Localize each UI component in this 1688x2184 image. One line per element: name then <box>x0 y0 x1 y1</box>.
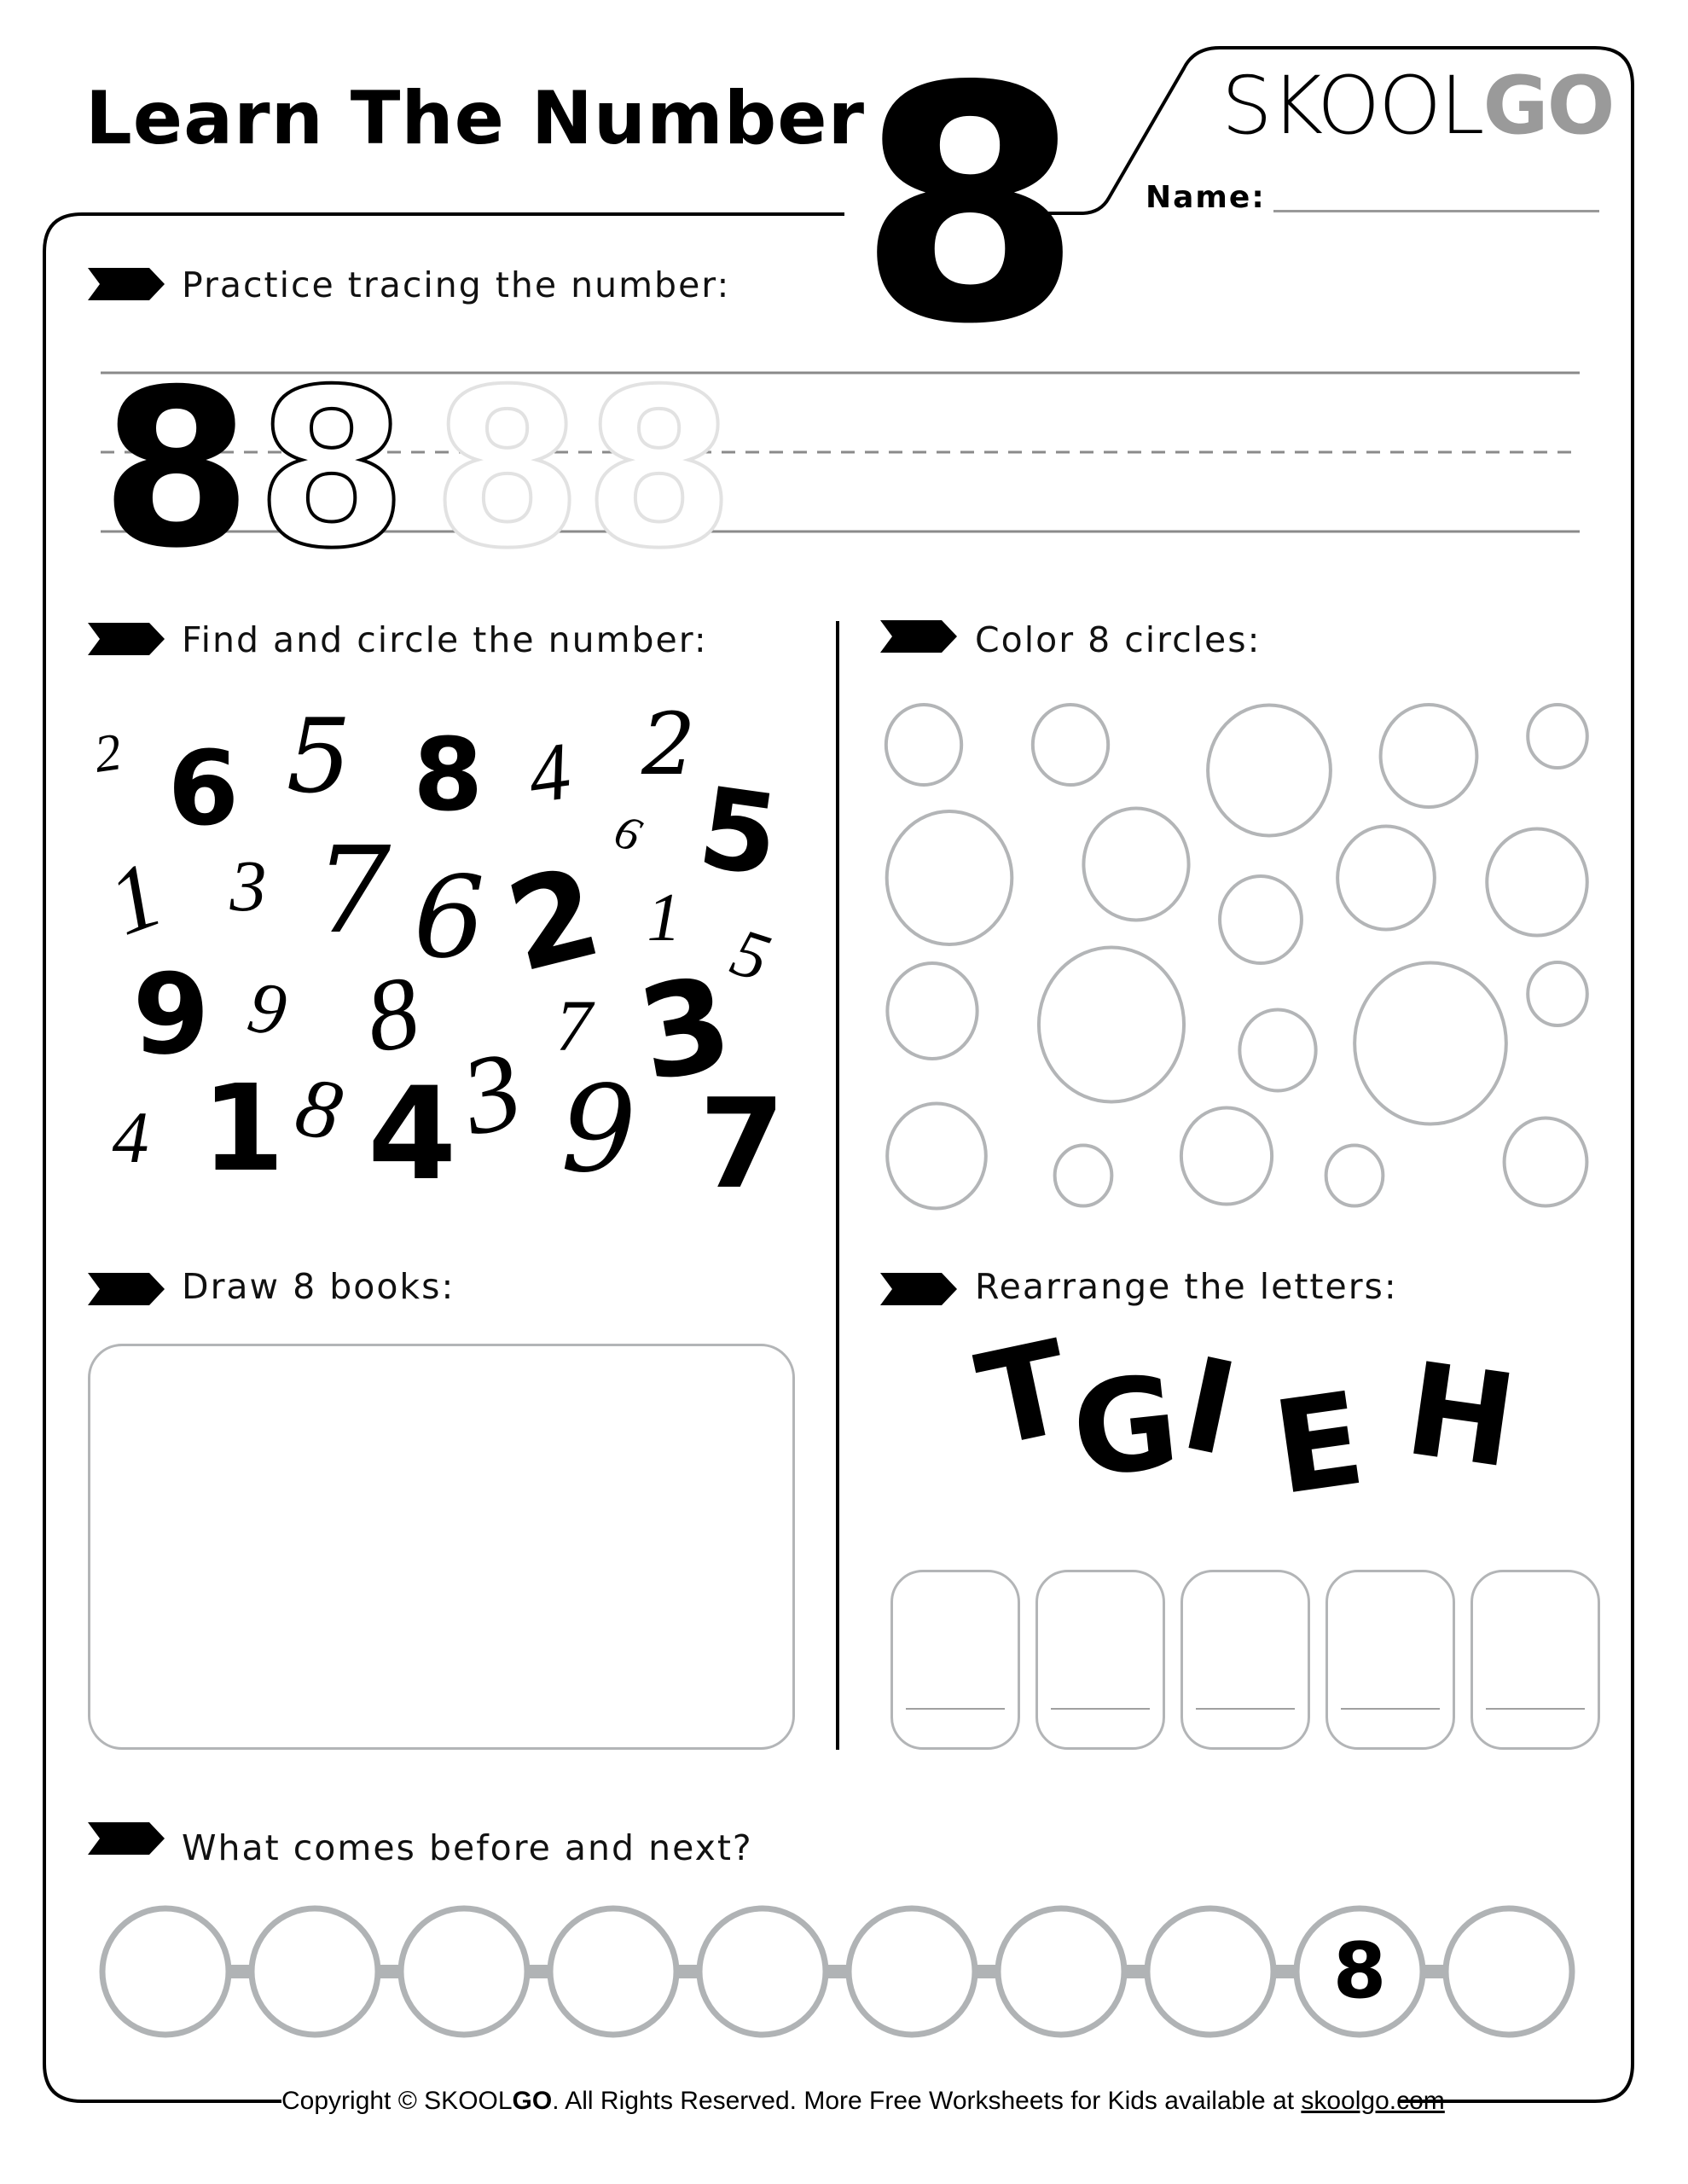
colorable-circle[interactable] <box>887 1104 986 1209</box>
answer-underline <box>906 1708 1005 1710</box>
find-digit[interactable]: 3 <box>452 1027 532 1159</box>
scrambled-letter: T <box>966 1313 1083 1477</box>
answer-letter-box[interactable] <box>1035 1570 1165 1750</box>
find-digit[interactable]: 1 <box>95 840 176 956</box>
colorable-circle[interactable] <box>887 963 977 1059</box>
answer-letter-box[interactable] <box>1470 1570 1600 1750</box>
colorable-circle[interactable] <box>1528 705 1587 768</box>
colorable-circle[interactable] <box>1528 962 1587 1025</box>
colorable-circle[interactable] <box>1326 1146 1383 1206</box>
colorable-circle[interactable] <box>1033 705 1108 785</box>
colorable-circle[interactable] <box>1337 827 1435 930</box>
featured-number: 8 <box>857 17 1083 395</box>
colorable-circle[interactable] <box>1354 963 1506 1124</box>
find-digit[interactable]: 5 <box>722 914 780 997</box>
find-digit[interactable]: 8 <box>413 716 484 834</box>
sequence-circle[interactable] <box>401 1908 527 2035</box>
name-label: Name: <box>1146 180 1266 215</box>
answer-underline <box>1196 1708 1295 1710</box>
section-arrow-icon <box>880 1273 957 1305</box>
find-digit[interactable]: 7 <box>315 822 392 961</box>
colorable-circle[interactable] <box>887 811 1012 944</box>
answer-letter-box[interactable] <box>1180 1570 1310 1750</box>
section-label-sequence: What comes before and next? <box>182 1827 753 1868</box>
find-digit[interactable]: 2 <box>494 839 613 1001</box>
sequence-circle[interactable] <box>102 1908 229 2035</box>
find-digit[interactable]: 5 <box>286 698 351 816</box>
find-digit[interactable]: 4 <box>112 1095 149 1178</box>
find-digit[interactable]: 9 <box>242 964 293 1052</box>
sequence-circle[interactable] <box>1446 1908 1572 2035</box>
colorable-circle[interactable] <box>1208 706 1331 836</box>
colorable-circle[interactable] <box>1505 1118 1587 1206</box>
find-digit[interactable]: 9 <box>132 949 210 1079</box>
find-digit[interactable]: 1 <box>647 880 682 956</box>
section-arrow-icon <box>88 1273 165 1305</box>
colorable-circle[interactable] <box>886 705 961 785</box>
find-digit[interactable]: 7 <box>699 1072 786 1217</box>
colorable-circle[interactable] <box>1220 876 1302 963</box>
section-arrow-icon <box>88 1822 165 1855</box>
page-title: Learn The Number <box>85 76 866 161</box>
find-digit[interactable]: 8 <box>288 1058 351 1159</box>
footer-link[interactable]: skoolgo.com <box>1301 2087 1445 2115</box>
trace-dotted-number[interactable]: 8 <box>583 343 735 596</box>
find-digit[interactable]: 5 <box>692 761 786 902</box>
scrambled-letter: I <box>1170 1330 1249 1485</box>
section-label-find: Find and circle the number: <box>182 619 708 660</box>
colorable-circle[interactable] <box>1083 809 1188 921</box>
sequence-circle[interactable] <box>550 1908 676 2035</box>
colorable-circle[interactable] <box>1055 1146 1112 1206</box>
scrambled-letter: G <box>1065 1348 1186 1507</box>
colorable-circle[interactable] <box>1381 705 1477 807</box>
sequence-given-number: 8 <box>1332 1926 1387 2016</box>
scrambled-letter: H <box>1397 1335 1525 1497</box>
find-digit[interactable]: 2 <box>90 723 125 784</box>
trace-outline-number: 8 <box>256 343 408 596</box>
section-label-tracing: Practice tracing the number: <box>182 264 731 305</box>
answer-underline <box>1341 1708 1440 1710</box>
footer-brand: GO <box>512 2087 553 2115</box>
section-arrow-icon <box>88 268 165 300</box>
find-digit[interactable]: 6 <box>167 730 240 849</box>
answer-letter-box[interactable] <box>1325 1570 1455 1750</box>
logo-main-text: SKOOL <box>1221 60 1483 153</box>
find-digit[interactable]: 9 <box>560 1060 637 1199</box>
trace-dotted-number[interactable]: 8 <box>432 343 583 596</box>
section-label-rearrange: Rearrange the letters: <box>975 1266 1398 1307</box>
colorable-circle[interactable] <box>1181 1108 1272 1205</box>
trace-solid-number: 8 <box>101 343 252 596</box>
section-arrow-icon <box>88 623 165 655</box>
answer-underline <box>1051 1708 1150 1710</box>
copyright-footer <box>281 2087 1445 2116</box>
section-label-draw: Draw 8 books: <box>182 1266 455 1307</box>
sequence-circle[interactable] <box>699 1908 826 2035</box>
sequence-circle[interactable] <box>998 1908 1124 2035</box>
section-label-color: Color 8 circles: <box>975 619 1262 660</box>
find-digit[interactable]: 2 <box>641 694 696 794</box>
colorable-circle[interactable] <box>1487 829 1587 936</box>
draw-area[interactable] <box>88 1344 795 1750</box>
logo-accent-text: GO <box>1482 60 1614 153</box>
find-digit[interactable]: 8 <box>357 953 427 1075</box>
colorable-circle[interactable] <box>1039 948 1184 1102</box>
answer-letter-box[interactable] <box>890 1570 1020 1750</box>
colorable-circle[interactable] <box>1239 1010 1315 1091</box>
sequence-circle[interactable] <box>252 1908 378 2035</box>
find-digit[interactable]: 6 <box>607 804 648 863</box>
footer-prefix: Copyright © SKOOL <box>281 2087 513 2115</box>
sequence-circle[interactable] <box>1147 1908 1273 2035</box>
find-digit[interactable]: 3 <box>628 948 742 1111</box>
find-digit[interactable]: 4 <box>368 1060 457 1209</box>
find-digit[interactable]: 6 <box>413 852 485 985</box>
skoolgo-logo <box>1221 60 1614 153</box>
name-field[interactable] <box>1273 210 1599 212</box>
find-digit[interactable]: 7 <box>555 984 593 1066</box>
find-digit[interactable]: 3 <box>229 844 267 926</box>
find-digit[interactable]: 1 <box>201 1060 285 1199</box>
find-digit[interactable]: 4 <box>522 724 577 822</box>
sequence-circle[interactable] <box>849 1908 975 2035</box>
section-arrow-icon <box>880 620 957 653</box>
answer-underline <box>1486 1708 1585 1710</box>
scrambled-letter: E <box>1265 1364 1373 1525</box>
footer-text: . All Rights Reserved. More Free Worksheets for Kids available at <box>552 2087 1302 2115</box>
